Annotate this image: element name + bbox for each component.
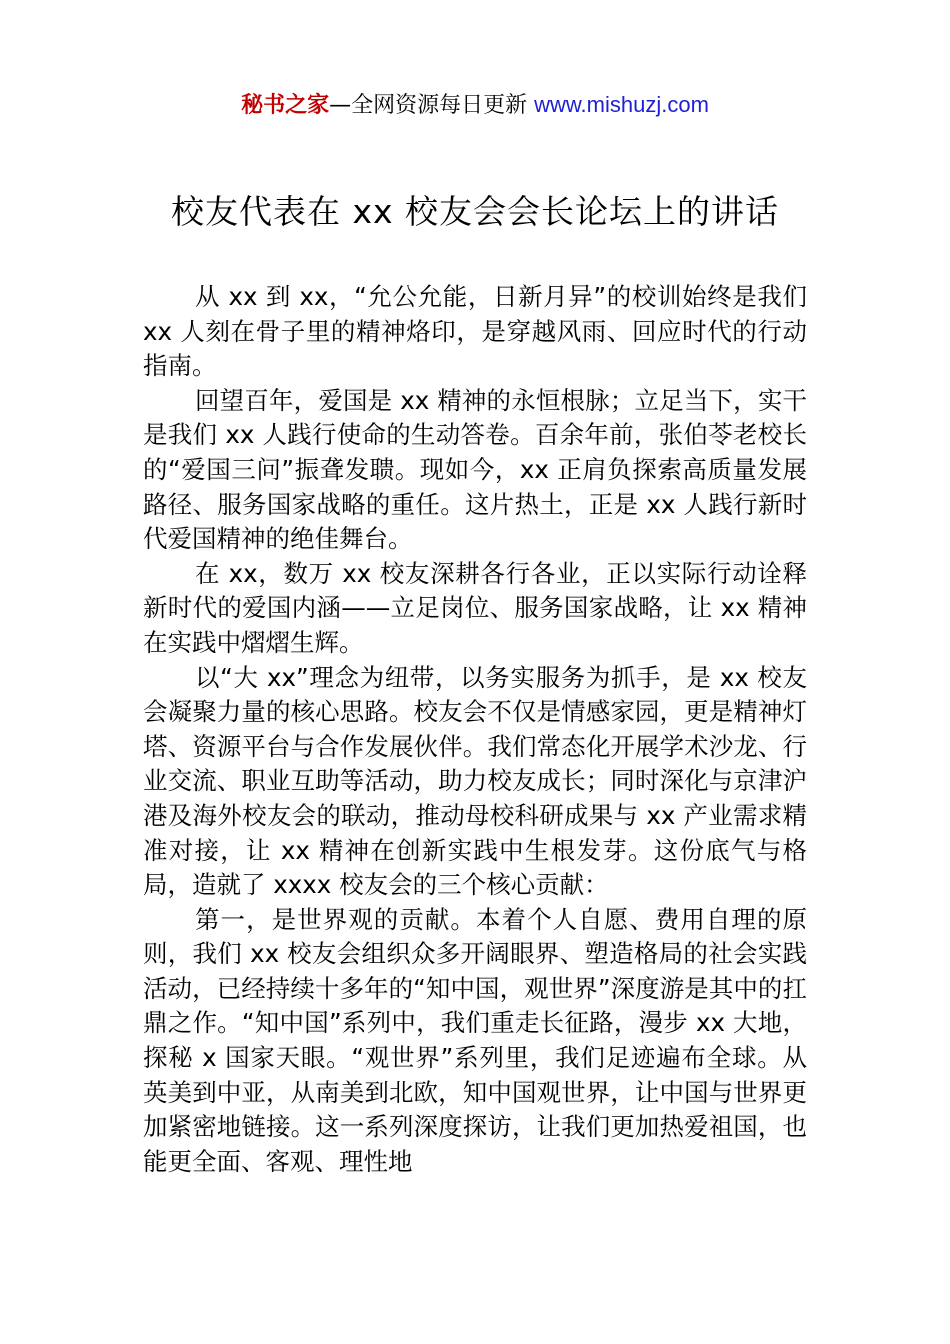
paragraph-4: 以“大 xx”理念为纽带，以务实服务为抓手，是 xx 校友会凝聚力量的核心思路。校友会不仅是情感家园，更是精神灯塔、资源平台与合作发展伙伴。我们常态化开展学术沙龙、行业交流、职业互助等活动，助力校友成长；同时深化与京津沪港及海外校友会的联动，推动母校科研成果与 xx 产业需求精准对接，让 xx 精神在创新实践中生根发芽。这份底气与格局，造就了 xxxx 校友会的三个核心贡献： — [143, 662, 807, 900]
paragraph-1: 从 xx 到 xx，“允公允能，日新月异”的校训始终是我们 xx 人刻在骨子里的精神烙印，是穿越风雨、回应时代的行动指南。 — [143, 282, 807, 381]
header-tagline: —全网资源每日更新 — [329, 93, 535, 118]
site-url-link[interactable]: www.mishuzj.com — [534, 92, 709, 117]
brand-name: 秘书之家 — [241, 93, 330, 118]
paragraph-5: 第一，是世界观的贡献。本着个人自愿、费用自理的原则，我们 xx 校友会组织众多开阔眼界、塑造格局的社会实践活动，已经持续十多年的“知中国，观世界”深度游是其中的扛鼎之作。“知中国”系列中，我们重走长征路，漫步 xx 大地，探秘 x 国家天眼。“观世界”系列里，我们足迹遍布全球。从英美到中亚，从南美到北欧，知中国观世界，让中国与世界更加紧密地链接。这一系列深度探访，让我们更加热爱祖国，也能更全面、客观、理性地 — [143, 904, 807, 1176]
paragraph-3: 在 xx，数万 xx 校友深耕各行各业，正以实际行动诠释新时代的爱国内涵——立足岗位、服务国家战略，让 xx 精神在实践中熠熠生辉。 — [143, 558, 807, 657]
document-title: 校友代表在 xx 校友会会长论坛上的讲话 — [170, 192, 780, 231]
paragraph-2: 回望百年，爱国是 xx 精神的永恒根脉；立足当下，实干是我们 xx 人践行使命的生动答卷。百余年前，张伯苓老校长的“爱国三问”振聋发聩。现如今，xx 正肩负探索高质量发展路径、服务国家战略的重任。这片热土，正是 xx 人践行新时代爱国精神的绝佳舞台。 — [143, 385, 807, 554]
document-body — [143, 280, 807, 1179]
site-header — [0, 88, 950, 123]
